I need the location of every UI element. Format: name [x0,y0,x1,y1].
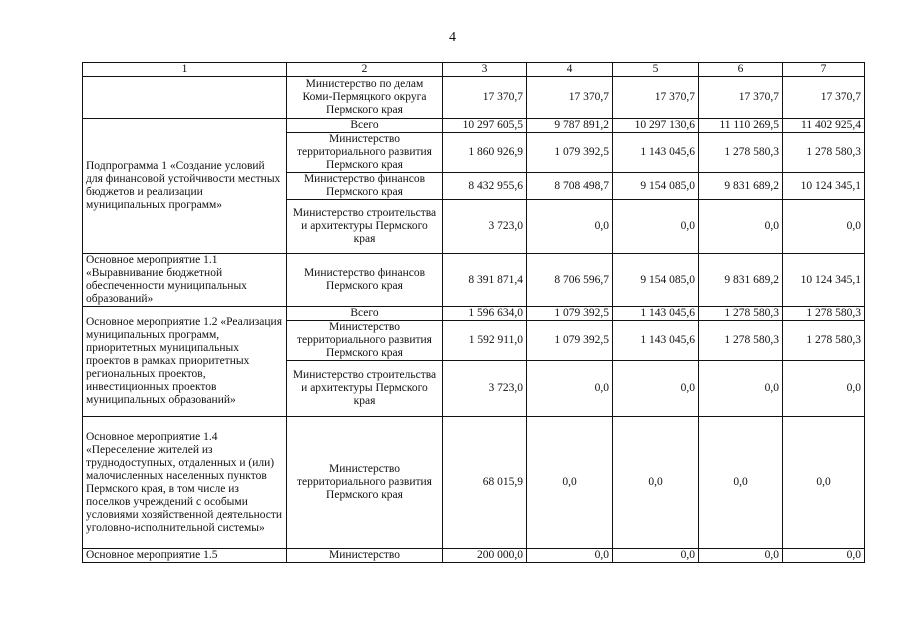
column-header: 1 [83,63,287,77]
amount-cell: 1 079 392,5 [527,307,613,321]
amount-cell: 1 592 911,0 [443,321,527,361]
column-header: 5 [613,63,699,77]
table-row [83,77,865,119]
amount-cell: 8 706 596,7 [527,254,613,307]
amount-cell: 0,0 [613,200,699,254]
amount-cell: 0,0 [527,549,613,563]
amount-cell: 8 708 498,7 [527,173,613,200]
amount-cell: 1 079 392,5 [527,133,613,173]
amount-cell: 0,0 [613,417,699,549]
amount-cell: 1 278 580,3 [783,133,865,173]
amount-cell: 1 596 634,0 [443,307,527,321]
amount-cell: 1 278 580,3 [699,321,783,361]
organization-cell: Министерство территориального развития Пермского края [287,417,443,549]
amount-cell: 0,0 [783,417,865,549]
amount-cell: 9 154 085,0 [613,173,699,200]
amount-cell: 1 278 580,3 [699,133,783,173]
amount-cell: 0,0 [699,417,783,549]
organization-cell: Всего [287,119,443,133]
table-row [83,119,865,133]
amount-cell: 0,0 [699,361,783,417]
amount-cell: 1 278 580,3 [783,321,865,361]
organization-cell: Всего [287,307,443,321]
amount-cell: 0,0 [613,549,699,563]
amount-cell: 200 000,0 [443,549,527,563]
amount-cell: 0,0 [783,200,865,254]
organization-cell: Министерство финансов Пермского края [287,173,443,200]
table-row [83,254,865,307]
budget-table [82,62,865,563]
amount-cell: 0,0 [527,200,613,254]
amount-cell: 9 787 891,2 [527,119,613,133]
organization-cell: Министерство территориального развития Пермского края [287,321,443,361]
program-name-cell: Основное мероприятие 1.2 «Реализация муниципальных программ, приоритетных муниципальных проектов в рамках приоритетных региональных проектов, инвестиционных проектов муниципальных образований» [83,307,287,417]
program-name-cell: Подпрограмма 1 «Создание условий для финансовой устойчивости местных бюджетов и реализации муниципальных программ» [83,119,287,254]
amount-cell: 3 723,0 [443,361,527,417]
amount-cell: 9 831 689,2 [699,254,783,307]
amount-cell: 10 124 345,1 [783,173,865,200]
organization-cell: Министерство финансов Пермского края [287,254,443,307]
amount-cell: 0,0 [613,361,699,417]
amount-cell: 17 370,7 [443,77,527,119]
column-header: 4 [527,63,613,77]
amount-cell: 10 297 605,5 [443,119,527,133]
organization-cell: Министерство строительства и архитектуры Пермского края [287,200,443,254]
amount-cell: 9 831 689,2 [699,173,783,200]
amount-cell: 1 278 580,3 [699,307,783,321]
amount-cell: 1 143 045,6 [613,307,699,321]
amount-cell: 1 143 045,6 [613,321,699,361]
column-header: 3 [443,63,527,77]
amount-cell: 0,0 [527,417,613,549]
amount-cell: 8 391 871,4 [443,254,527,307]
program-name-cell: Основное мероприятие 1.4 «Переселение жителей из труднодоступных, отдаленных и (или) малочисленных населенных пунктов Пермского края, в том числе из поселков учреждений с особыми условиями хозяйственной деятельности уголовно-исполнительной системы» [83,417,287,549]
column-header: 2 [287,63,443,77]
amount-cell: 68 015,9 [443,417,527,549]
amount-cell: 0,0 [783,361,865,417]
amount-cell: 17 370,7 [699,77,783,119]
amount-cell: 1 860 926,9 [443,133,527,173]
table-row [83,307,865,321]
program-name-cell: Основное мероприятие 1.5 [83,549,287,563]
amount-cell: 0,0 [699,549,783,563]
organization-cell: Министерство строительства и архитектуры Пермского края [287,361,443,417]
column-header: 6 [699,63,783,77]
column-header: 7 [783,63,865,77]
program-name-cell [83,77,287,119]
organization-cell: Министерство территориального развития Пермского края [287,133,443,173]
program-name-cell: Основное мероприятие 1.1 «Выравнивание бюджетной обеспеченности муниципальных образований» [83,254,287,307]
amount-cell: 8 432 955,6 [443,173,527,200]
amount-cell: 0,0 [783,549,865,563]
page-number: 4 [449,30,456,45]
amount-cell: 10 297 130,6 [613,119,699,133]
table-header-row [83,63,865,77]
table-row [83,549,865,563]
amount-cell: 0,0 [699,200,783,254]
organization-cell: Министерство по делам Коми-Пермяцкого округа Пермского края [287,77,443,119]
amount-cell: 17 370,7 [783,77,865,119]
amount-cell: 11 110 269,5 [699,119,783,133]
amount-cell: 17 370,7 [613,77,699,119]
amount-cell: 17 370,7 [527,77,613,119]
amount-cell: 1 079 392,5 [527,321,613,361]
organization-cell: Министерство [287,549,443,563]
amount-cell: 10 124 345,1 [783,254,865,307]
amount-cell: 3 723,0 [443,200,527,254]
amount-cell: 9 154 085,0 [613,254,699,307]
amount-cell: 1 143 045,6 [613,133,699,173]
amount-cell: 1 278 580,3 [783,307,865,321]
amount-cell: 0,0 [527,361,613,417]
table-row [83,417,865,549]
amount-cell: 11 402 925,4 [783,119,865,133]
